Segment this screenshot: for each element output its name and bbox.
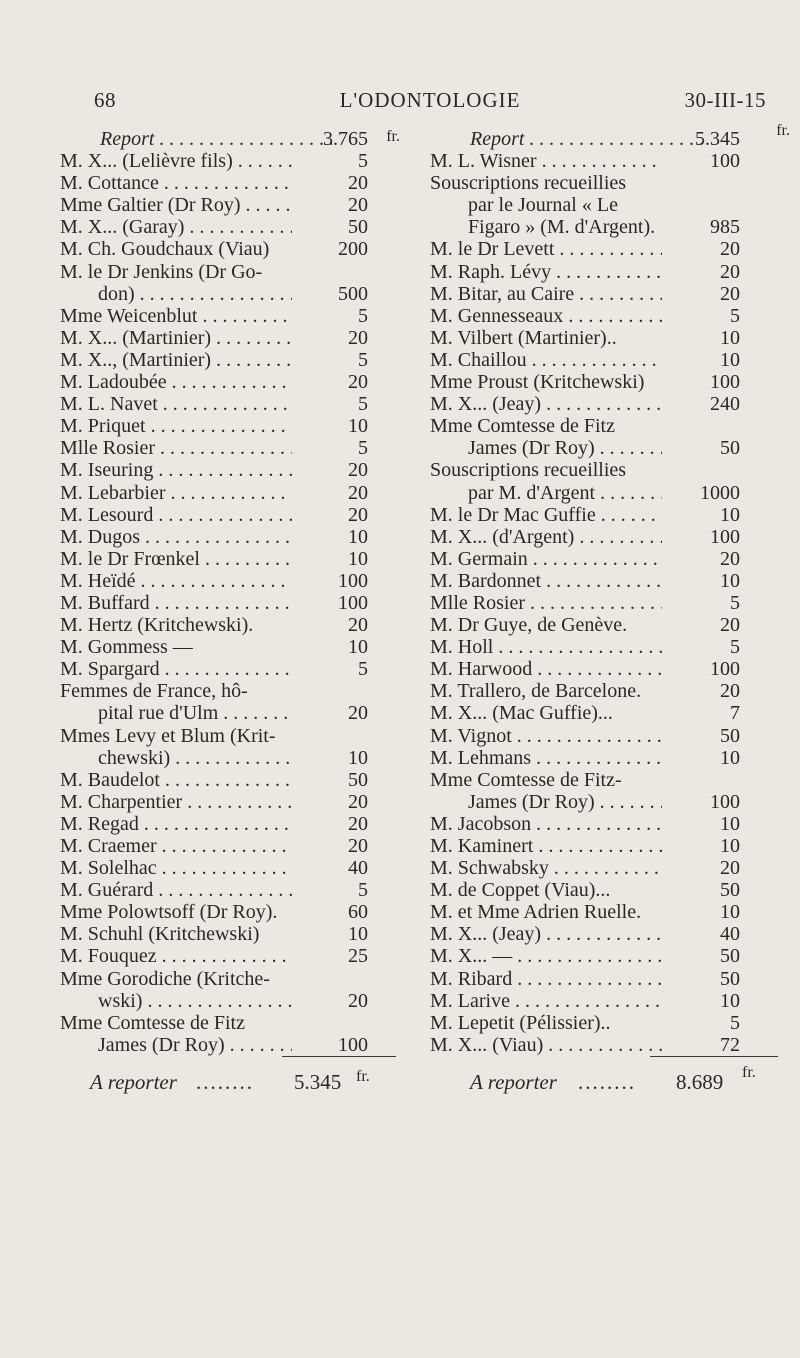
list-item <box>60 813 400 835</box>
list-item <box>60 459 400 481</box>
list-item <box>60 238 400 260</box>
donation-amount: 50 <box>348 768 368 791</box>
donor-name: M. Craemer . . . <box>60 835 292 857</box>
donation-amount: 20 <box>348 812 368 835</box>
list-item <box>430 990 772 1012</box>
donation-amount: 20 <box>348 503 368 526</box>
donor-name: M. Iseuring . . . <box>60 459 292 481</box>
list-item <box>60 415 400 437</box>
list-item <box>430 349 772 371</box>
list-item <box>60 702 400 724</box>
list-item <box>60 305 400 327</box>
donation-amount: 20 <box>348 790 368 813</box>
donor-name: chewski) . . . <box>98 747 292 769</box>
donor-name: Mme Galtier (Dr Roy) . . . <box>60 194 292 216</box>
donation-amount: 5 <box>730 304 740 327</box>
donor-name: M. le Dr Levett . . . <box>430 238 662 260</box>
donation-amount: 5 <box>358 393 368 416</box>
list-item <box>430 482 772 504</box>
left-column <box>60 128 400 1056</box>
donor-name: Mme Comtesse de Fitz <box>430 415 615 438</box>
donation-amount: 20 <box>348 614 368 637</box>
list-item <box>60 1034 400 1056</box>
donor-name: M. Priquet . . . <box>60 415 292 437</box>
list-item <box>60 614 400 636</box>
right-carry-amount: 8.689 <box>676 1070 724 1094</box>
issue-date: 30-III-15 <box>684 88 766 112</box>
donation-amount: 50 <box>348 216 368 239</box>
donor-name: M. Baudelot . . . <box>60 769 292 791</box>
donation-amount: 10 <box>348 923 368 946</box>
donor-name: M. Regad . . . <box>60 813 292 835</box>
list-item <box>430 437 772 459</box>
donation-amount: 10 <box>720 746 740 769</box>
left-carry-unit: fr. <box>356 1068 370 1085</box>
list-item <box>430 459 772 481</box>
donor-name: M. Cottance . . . <box>60 172 292 194</box>
list-item <box>60 680 400 702</box>
donor-name: M. Fouquez . . . <box>60 945 292 967</box>
list-item <box>430 945 772 967</box>
donation-amount: 985 <box>710 216 740 239</box>
list-item <box>430 813 772 835</box>
donation-amount: 20 <box>348 702 368 725</box>
donor-name: M. Chaillou . . . <box>430 349 662 371</box>
list-item <box>60 901 400 923</box>
list-item <box>430 680 772 702</box>
donation-amount: 100 <box>338 1033 368 1056</box>
donation-amount: 240 <box>710 393 740 416</box>
list-item <box>430 658 772 680</box>
list-item <box>60 1012 400 1034</box>
donation-amount: 10 <box>348 547 368 570</box>
donor-name: par M. d'Argent . . . <box>468 482 662 504</box>
donor-name: M. X... (Mac Guffie)... <box>430 702 613 725</box>
donation-amount: 5 <box>358 437 368 460</box>
donor-name: pital rue d'Ulm . . . <box>98 702 292 724</box>
list-item <box>60 879 400 901</box>
right-total-rule <box>650 1056 778 1057</box>
donor-name: M. Larive . . . <box>430 990 662 1012</box>
donation-amount: 5 <box>358 304 368 327</box>
list-item <box>430 172 772 194</box>
donor-name: M. Guérard . . . <box>60 879 292 901</box>
right-carry-dots: ........ <box>578 1070 636 1094</box>
left-total-rule <box>282 1056 396 1057</box>
list-item <box>60 791 400 813</box>
donor-name: M. X... (Lelièvre fils) . . . <box>60 150 292 172</box>
donor-name: Mmes Levy et Blum (Krit- <box>60 724 276 747</box>
donation-amount: 10 <box>348 636 368 659</box>
donation-amount: 100 <box>338 591 368 614</box>
donation-amount: 10 <box>720 835 740 857</box>
list-item <box>430 261 772 283</box>
donation-amount: 20 <box>720 547 740 570</box>
left-carry-dots: ........ <box>196 1070 254 1094</box>
left-carry-amount: 5.345 <box>294 1070 342 1094</box>
donor-name: M. Bardonnet . . . <box>430 570 662 592</box>
donation-amount: 20 <box>348 172 368 195</box>
donor-name: M. Gommess — <box>60 636 193 659</box>
list-item <box>430 592 772 614</box>
donor-name: Femmes de France, hô- <box>60 680 248 703</box>
donation-amount: 7 <box>730 702 740 725</box>
donation-amount: 5 <box>730 636 740 659</box>
donor-name: M. Ribard . . . <box>430 968 662 990</box>
donor-name: M. Solelhac . . . <box>60 857 292 879</box>
right-column <box>430 122 790 1056</box>
donation-amount: 20 <box>720 282 740 305</box>
donation-amount: 10 <box>720 326 740 349</box>
donor-name: M. de Coppet (Viau)... <box>430 879 611 902</box>
list-item <box>60 526 400 548</box>
list-item <box>430 415 772 437</box>
donor-name: M. X... (Jeay) . . . <box>430 923 662 945</box>
donor-name: Mme Comtesse de Fitz <box>60 1011 245 1034</box>
donation-amount: 500 <box>338 282 368 305</box>
list-item <box>60 216 400 238</box>
donor-name: Mme Polowtsoff (Dr Roy). <box>60 901 278 924</box>
donor-name: M. Lehmans . . . <box>430 747 662 769</box>
donor-name: M. Hertz (Kritchewski). <box>60 614 254 637</box>
donor-name: M. Buffard . . . <box>60 592 292 614</box>
report-amount: 3.765 <box>323 128 368 150</box>
donor-name: M. X... (Jeay) . . . <box>430 393 662 415</box>
list-item <box>430 548 772 570</box>
list-item <box>430 393 772 415</box>
donation-amount: 50 <box>720 879 740 902</box>
donor-name: M. Schuhl (Kritchewski) <box>60 923 260 946</box>
report-label: Report . . . <box>100 128 332 150</box>
list-item <box>430 327 772 349</box>
donation-amount: 40 <box>720 923 740 946</box>
donor-name: M. Gennesseaux . . . <box>430 305 662 327</box>
list-item <box>60 283 400 305</box>
donor-name: Mme Gorodiche (Kritche- <box>60 967 270 990</box>
donation-amount: 20 <box>348 326 368 349</box>
donor-name: M. Dr Guye, de Genève. <box>430 614 628 637</box>
donor-name: M. Lebarbier . . . <box>60 482 292 504</box>
list-item <box>60 393 400 415</box>
donor-name: M. et Mme Adrien Ruelle. <box>430 901 642 924</box>
donation-amount: 10 <box>348 746 368 769</box>
donation-amount: 5 <box>730 1011 740 1034</box>
donor-name: James (Dr Roy) . . . <box>468 791 662 813</box>
donation-amount: 20 <box>348 989 368 1012</box>
list-item <box>60 194 400 216</box>
list-item <box>430 1012 772 1034</box>
list-item <box>430 747 772 769</box>
list-item <box>430 835 772 857</box>
donation-amount: 72 <box>720 1033 740 1056</box>
donation-amount: 10 <box>348 415 368 438</box>
donation-amount: 5 <box>730 591 740 614</box>
list-item <box>430 791 772 813</box>
donor-name: M. Ch. Goudchaux (Viau) <box>60 238 270 261</box>
donor-name: M. Germain . . . <box>430 548 662 570</box>
donation-amount: 20 <box>720 260 740 283</box>
list-item <box>430 570 772 592</box>
donor-name: M. Harwood . . . <box>430 658 662 680</box>
list-item <box>430 283 772 305</box>
list-item <box>60 349 400 371</box>
list-item <box>430 526 772 548</box>
list-item <box>60 636 400 658</box>
list-item <box>60 725 400 747</box>
donation-amount: 100 <box>710 790 740 813</box>
right-carry-label: A reporter <box>470 1070 557 1094</box>
list-item <box>60 769 400 791</box>
donor-name: M. Lepetit (Pélissier).. <box>430 1011 611 1034</box>
donation-amount: 100 <box>710 658 740 681</box>
list-item <box>430 702 772 724</box>
donor-name: M. le Dr Mac Guffie . . . <box>430 504 662 526</box>
donation-amount: 100 <box>338 569 368 592</box>
donation-amount: 10 <box>720 569 740 592</box>
list-item <box>430 194 772 216</box>
donation-amount: 20 <box>720 857 740 880</box>
donor-name: M. X... — . . . <box>430 945 662 967</box>
donor-name: M. le Dr Jenkins (Dr Go- <box>60 260 263 283</box>
donation-amount: 20 <box>720 680 740 703</box>
list-item <box>60 592 400 614</box>
list-item <box>60 658 400 680</box>
donation-amount: 20 <box>348 481 368 504</box>
list-item <box>60 923 400 945</box>
list-item <box>60 747 400 769</box>
donor-name: M. Raph. Lévy . . . <box>430 261 662 283</box>
journal-title: L'ODONTOLOGIE <box>339 88 521 112</box>
list-item <box>430 769 772 791</box>
donor-name: M. Trallero, de Barcelone. <box>430 680 642 703</box>
donation-amount: 20 <box>348 459 368 482</box>
donation-amount: 20 <box>720 614 740 637</box>
donation-amount: 5 <box>358 348 368 371</box>
donation-amount: 5 <box>358 658 368 681</box>
list-item <box>430 216 772 238</box>
list-item <box>60 945 400 967</box>
donor-name: James (Dr Roy) . . . <box>468 437 662 459</box>
footer-totals <box>0 1064 800 1100</box>
donor-name: Mme Proust (Kritchewski) <box>430 371 645 394</box>
donor-name: M. L. Wisner . . . <box>430 150 662 172</box>
donation-amount: 20 <box>348 371 368 394</box>
list-item <box>60 482 400 504</box>
donor-name: James (Dr Roy) . . . <box>98 1034 292 1056</box>
list-item <box>430 371 772 393</box>
right-carry-unit: fr. <box>742 1064 756 1081</box>
donation-amount: 40 <box>348 857 368 880</box>
donation-amount: 100 <box>710 150 740 173</box>
list-item <box>430 857 772 879</box>
list-item <box>430 1034 772 1056</box>
donor-name: Souscriptions recueillies <box>430 459 627 482</box>
report-amount: 5.345 <box>695 128 740 150</box>
list-item <box>60 150 400 172</box>
currency-unit: fr. <box>386 128 400 145</box>
report-label: Report . . . <box>470 128 702 150</box>
donation-amount: 20 <box>348 835 368 857</box>
donation-amount: 10 <box>720 812 740 835</box>
donor-name: M. Vilbert (Martinier).. <box>430 326 617 349</box>
donation-amount: 10 <box>348 525 368 548</box>
donation-amount: 20 <box>348 194 368 217</box>
donor-name: M. Heïdé . . . <box>60 570 292 592</box>
list-item <box>430 150 772 172</box>
donor-name: wski) . . . <box>98 990 292 1012</box>
list-item <box>430 901 772 923</box>
donation-amount: 1000 <box>700 481 740 504</box>
donor-name: Figaro » (M. d'Argent). <box>468 216 656 239</box>
donation-amount: 200 <box>338 238 368 261</box>
donor-name: Souscriptions recueillies <box>430 172 627 195</box>
list-item <box>430 504 772 526</box>
donation-amount: 100 <box>710 525 740 548</box>
list-item <box>60 990 400 1012</box>
donor-name: M. L. Navet . . . <box>60 393 292 415</box>
donor-name: Mme Comtesse de Fitz- <box>430 768 622 791</box>
donation-amount: 20 <box>720 238 740 261</box>
list-item <box>60 570 400 592</box>
list-item <box>60 548 400 570</box>
currency-unit: fr. <box>776 122 790 139</box>
donor-name: M. X... (Garay) . . . <box>60 216 292 238</box>
list-item <box>430 122 790 150</box>
list-item <box>60 437 400 459</box>
donor-name: M. Kaminert . . . <box>430 835 662 857</box>
list-item <box>60 857 400 879</box>
donor-name: Mlle Rosier . . . <box>430 592 662 614</box>
donor-name: Mlle Rosier . . . <box>60 437 292 459</box>
donation-amount: 50 <box>720 967 740 990</box>
list-item <box>430 879 772 901</box>
list-item <box>60 172 400 194</box>
donor-name: Mme Weicenblut . . . <box>60 305 292 327</box>
list-item <box>60 261 400 283</box>
donor-name: M. Bitar, au Caire . . . <box>430 283 662 305</box>
list-item <box>60 968 400 990</box>
running-header <box>94 88 766 118</box>
list-item <box>430 968 772 990</box>
donor-name: M. Holl . . . <box>430 636 662 658</box>
donation-amount: 50 <box>720 437 740 460</box>
list-item <box>60 327 400 349</box>
left-carry-label: A reporter <box>90 1070 177 1094</box>
donation-amount: 100 <box>710 371 740 394</box>
list-item <box>430 725 772 747</box>
donor-name: M. Schwabsky . . . <box>430 857 662 879</box>
list-item <box>430 238 772 260</box>
donor-name: M. X... (Martinier) . . . <box>60 327 292 349</box>
donor-name: par le Journal « Le <box>468 194 618 217</box>
donation-amount: 5 <box>358 150 368 173</box>
donation-amount: 60 <box>348 901 368 924</box>
list-item <box>60 835 400 857</box>
donor-name: M. Vignot . . . <box>430 725 662 747</box>
donor-name: M. X... (d'Argent) . . . <box>430 526 662 548</box>
donation-amount: 10 <box>720 348 740 371</box>
donor-name: M. Charpentier . . . <box>60 791 292 813</box>
list-item <box>60 128 400 150</box>
list-item <box>430 305 772 327</box>
donor-name: M. Lesourd . . . <box>60 504 292 526</box>
donation-amount: 10 <box>720 989 740 1012</box>
list-item <box>60 504 400 526</box>
donation-amount: 50 <box>720 724 740 747</box>
donor-name: M. X.., (Martinier) . . . <box>60 349 292 371</box>
donor-name: M. Jacobson . . . <box>430 813 662 835</box>
donation-amount: 5 <box>358 879 368 902</box>
donor-name: don) . . . <box>98 283 292 305</box>
donation-amount: 10 <box>720 503 740 526</box>
donor-name: M. X... (Viau) . . . <box>430 1034 662 1056</box>
list-item <box>430 923 772 945</box>
page-number: 68 <box>94 88 116 112</box>
list-item <box>430 636 772 658</box>
donation-amount: 50 <box>720 945 740 968</box>
donor-name: M. Dugos . . . <box>60 526 292 548</box>
donor-name: M. le Dr Frœnkel . . . <box>60 548 292 570</box>
list-item <box>60 371 400 393</box>
list-item <box>430 614 772 636</box>
donor-name: M. Spargard . . . <box>60 658 292 680</box>
donation-amount: 10 <box>720 901 740 924</box>
donor-name: M. Ladoubée . . . <box>60 371 292 393</box>
donation-amount: 25 <box>348 945 368 968</box>
